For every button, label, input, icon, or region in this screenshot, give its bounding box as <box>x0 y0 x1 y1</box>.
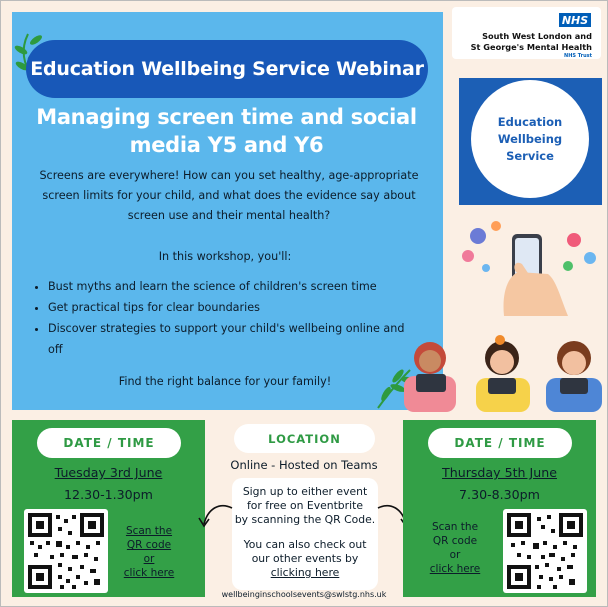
other-line: our other events by <box>251 552 359 565</box>
clicking-here-link[interactable]: clicking here <box>270 566 340 579</box>
event-time: 7.30-8.30pm <box>459 487 540 502</box>
click-here-link[interactable]: click here <box>123 567 175 579</box>
intro-text <box>24 166 434 226</box>
nhs-logo <box>452 7 601 59</box>
qr-code[interactable] <box>24 509 108 593</box>
signup-line: by scanning the QR Code. <box>234 513 376 526</box>
service-logo-text <box>498 114 562 165</box>
scan-line: Scan the <box>125 525 173 537</box>
intro-line: screen use and their mental health? <box>127 209 331 222</box>
event-time: 12.30-1.30pm <box>64 487 153 502</box>
service-logo-circle <box>471 80 589 198</box>
headline-line: Managing screen time and social <box>36 105 417 129</box>
signup-text <box>232 485 378 527</box>
date-time-pill: DATE / TIME <box>37 428 181 458</box>
webinar-title: Education Wellbeing Service Webinar <box>26 40 428 98</box>
signup-line: Sign up to either event <box>242 485 368 498</box>
qr-code-pattern <box>24 509 108 593</box>
nhs-org-line: South West London and <box>482 31 592 41</box>
scan-line: or <box>449 549 461 561</box>
service-line: Service <box>506 148 554 163</box>
other-line: You can also check out <box>243 538 367 551</box>
list-item: • Get practical tips for clear boundaries <box>48 297 419 318</box>
headline-line: media Y5 and Y6 <box>129 133 324 157</box>
closing-text: Find the right balance for your family! <box>118 375 332 388</box>
scan-instructions <box>418 520 492 576</box>
location-online: Online - Hosted on Teams <box>230 458 378 472</box>
click-here-link[interactable]: click here <box>429 563 481 575</box>
service-line: Education <box>497 114 563 129</box>
curved-arrow-icon <box>196 498 236 538</box>
scan-line: or <box>143 553 155 565</box>
nhs-org-line: St George's Mental Health <box>470 42 592 52</box>
workshop-lead: In this workshop, you'll: <box>158 250 292 263</box>
intro-line: screen limits for your child, and what does the evidence say about <box>42 189 416 202</box>
contact-email[interactable]: wellbeinginschoolsevents@swlstg.nhs.uk <box>221 590 387 599</box>
event-date: Tuesday 3rd June <box>54 465 163 480</box>
list-item: • Discover strategies to support your child's wellbeing online and off <box>48 318 419 360</box>
service-line: Wellbeing <box>497 131 563 146</box>
scan-line: QR code <box>126 539 172 551</box>
signup-line: for free on Eventbrite <box>247 499 363 512</box>
scan-line: Scan the <box>431 521 479 533</box>
nhs-trust-label: NHS Trust <box>564 53 592 59</box>
qr-code-pattern <box>503 509 587 593</box>
scan-line: QR code <box>432 535 478 547</box>
intro-line: Screens are everywhere! How can you set healthy, age-appropriate <box>39 169 419 182</box>
date-time-pill: DATE / TIME <box>428 428 572 458</box>
location-pill: LOCATION <box>234 424 375 453</box>
qr-code[interactable] <box>503 509 587 593</box>
scan-instructions <box>114 524 184 580</box>
service-logo <box>459 78 602 205</box>
nhs-badge: NHS <box>559 13 591 27</box>
list-item: • Bust myths and learn the science of children's screen time <box>48 276 419 297</box>
headline <box>14 103 439 159</box>
children-illustration <box>400 324 606 412</box>
hand-phone-icon <box>456 216 606 316</box>
bullet-list <box>34 276 419 360</box>
other-events-text <box>232 538 378 580</box>
event-date: Thursday 5th June <box>442 465 557 480</box>
signup-box <box>232 478 378 590</box>
